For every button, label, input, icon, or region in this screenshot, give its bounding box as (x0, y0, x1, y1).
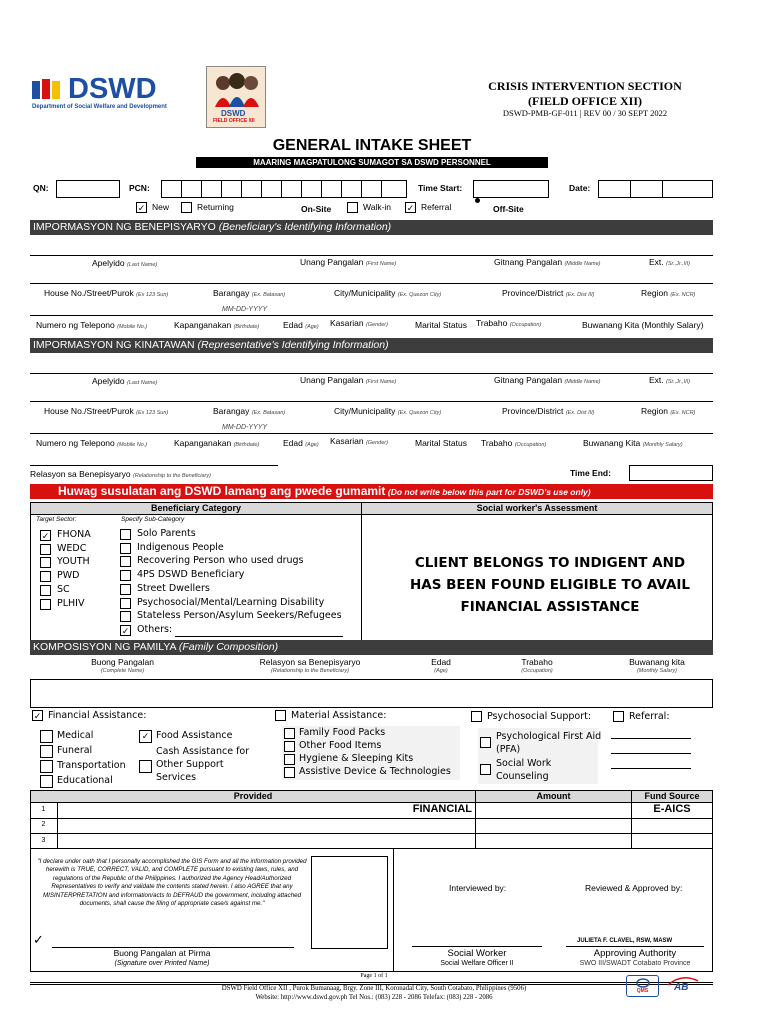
social-worker-label: Social Worker (447, 948, 507, 959)
b-trabaho: Trabaho (Occupation) (476, 318, 542, 328)
thumbmark-box[interactable] (311, 856, 388, 949)
subcategory-label: Recovering Person who used drugs (137, 555, 304, 567)
r-phone: Numero ng Telepono (Mobile No.) (36, 438, 148, 448)
sector-label: PWD (57, 570, 80, 582)
hygiene-checkbox[interactable] (284, 754, 295, 765)
r-marital: Marital Status (415, 438, 467, 448)
beneficiary-header: IMPORMASYON NG BENEPISYARYO (Beneficiary's Identifying Information) (30, 220, 713, 235)
row-number: 3 (41, 837, 46, 844)
subcategory-label: Stateless Person/Asylum Seekers/Refugees (137, 610, 342, 622)
provided-header: Provided (30, 790, 476, 803)
representative-header: IMPORMASYON NG KINATAWAN (Representative's Identifying Information) (30, 338, 713, 353)
b-ext: Ext. (Sr.,Jr.,III) (649, 257, 691, 267)
approving-label: Approving Authority (593, 948, 677, 959)
accreditation-logo: AB (666, 975, 700, 997)
b-kita: Buwanang Kita (Monthly Salary) (582, 320, 704, 330)
signature-check: ✓ (33, 932, 44, 947)
subcategory-checkbox[interactable] (120, 584, 131, 595)
b-date-hint: MM-DD-YYYY (222, 306, 268, 313)
referral-assist-checkbox[interactable] (613, 711, 624, 722)
pfa-label-1: Psychological First Aid (496, 731, 602, 742)
funeral-label: Funeral (57, 745, 93, 756)
hygiene-label: Hygiene & Sleeping Kits (299, 753, 414, 764)
people-illustration-icon (211, 71, 263, 109)
off-site-label: Off-Site (493, 204, 524, 214)
subcategory-label: 4PS DSWD Beneficiary (137, 569, 245, 581)
sector-label: PLHIV (57, 597, 85, 609)
b-kasarian: Kasarian (Gender) (330, 318, 388, 328)
time-start-field[interactable] (473, 180, 549, 198)
page-subtitle: MAARING MAGPATULONG SUMAGOT SA DSWD PERSONNEL (196, 157, 548, 168)
food-label: Food Assistance (156, 730, 233, 741)
assistive-label: Assistive Device & Technologies (299, 766, 451, 777)
pcn-label: PCN: (129, 183, 150, 193)
target-sector-label: Target Sector: (36, 516, 77, 523)
subcategory-label: Indigenous People (137, 541, 224, 553)
assistive-checkbox[interactable] (284, 767, 295, 778)
approver-name: JULIETA F. CLAVEL, RSW, MASW (577, 938, 673, 944)
food-items-checkbox[interactable] (284, 741, 295, 752)
cash-label-3: Services (156, 772, 197, 783)
qn-field[interactable] (56, 180, 120, 198)
time-start-label: Time Start: (418, 183, 463, 193)
cash-label-2: Other Support (156, 759, 224, 770)
returning-checkbox[interactable] (181, 202, 192, 213)
b-edad: Edad (Age) (283, 320, 319, 330)
family-col-name: Buong Pangalan (91, 657, 154, 667)
field-office-seal (206, 66, 266, 128)
r-gitnang: Gitnang Pangalan (Middle Name) (494, 375, 601, 385)
family-col-occupation: Trabaho (521, 657, 553, 667)
r-trabaho: Trabaho (Occupation) (481, 438, 547, 448)
educational-checkbox[interactable] (40, 775, 53, 788)
educational-label: Educational (57, 775, 113, 786)
sw-counseling-label-2: Counseling (496, 771, 549, 782)
food-packs-checkbox[interactable] (284, 728, 295, 739)
approving-sub: SWO III/SWADT Cotabato Province (579, 960, 691, 967)
date-field[interactable] (598, 180, 713, 198)
page-title: GENERAL INTAKE SHEET (272, 137, 472, 154)
material-label: Material Assistance: (291, 710, 387, 721)
referral-label: Referral (421, 202, 452, 212)
family-header: KOMPOSISYON NG PAMILYA (Family Composition) (30, 640, 713, 655)
interviewed-label: Interviewed by: (449, 883, 507, 893)
name-signature-sub: (Signature over Printed Name) (114, 960, 210, 967)
transportation-label: Transportation (57, 760, 126, 771)
financial-checkbox[interactable]: ✓ (33, 711, 42, 721)
seal-subtext: FIELD OFFICE XII (213, 118, 255, 124)
sector-label: YOUTH (57, 556, 90, 568)
pcn-field[interactable] (161, 180, 407, 198)
row-number: 2 (41, 821, 46, 828)
provided-value: FINANCIAL (412, 803, 472, 815)
fund-value: E-AICS (653, 803, 691, 815)
reviewed-label: Reviewed & Approved by: (585, 883, 683, 893)
psychosocial-checkbox[interactable] (471, 711, 482, 722)
subcategory-checkbox[interactable] (120, 543, 131, 554)
b-unang: Unang Pangalan (First Name) (300, 257, 397, 267)
field-office-title: (FIELD OFFICE XII) (527, 94, 642, 108)
pfa-label-2: (PFA) (496, 744, 521, 755)
sw-counseling-checkbox[interactable] (480, 764, 491, 775)
funeral-checkbox[interactable] (40, 745, 53, 758)
r-birth: Kapanganakan (Birthdate) (174, 438, 260, 448)
b-apelyido: Apelyido (Last Name) (92, 258, 158, 268)
dswd-emblem-icon (30, 77, 64, 103)
b-house: House No./Street/Purok (Ex 123 Sun) (44, 288, 169, 298)
dswd-logo-text: DSWD (68, 73, 157, 105)
family-col-salary: Buwanang kita (629, 657, 685, 667)
oath-text: "I declare under oath that I personally accomplished the GIS Form and all the information provided herewith is TRUE, CORRECT, VALID, and COMPLETE pursuant to existing laws, rules, and regulations of the Republic of the Philippines. I authorized the Agency Head/Authorized Representatives to verify and validate the contents stated herein. I also AGREE that any MISINTERPRETATION and information/acts to DEFRAUD the government, including attached documents, shall cause the filing of appropriate case/s against me." (37, 858, 307, 908)
dswd-use-banner: Huwag susulatan ang DSWD lamang ang pwede gumamit (Do not write below this part for DSWD's use only) (30, 484, 713, 499)
fund-header: Fund Source (631, 790, 713, 803)
sector-label: SC (57, 583, 70, 595)
amount-header: Amount (475, 790, 632, 803)
sub-category-label: Specify Sub-Category (121, 516, 185, 523)
time-end-field[interactable] (629, 465, 713, 481)
b-marital: Marital Status (415, 320, 467, 330)
sector-checkbox[interactable] (40, 557, 51, 568)
row-number: 1 (41, 806, 46, 813)
new-label: New (152, 202, 170, 212)
form-code: DSWD-PMB-GF-011 | REV 00 / 30 SEPT 2022 (502, 108, 668, 118)
cash-label-1: Cash Assistance for (156, 746, 250, 757)
qn-label: QN: (33, 183, 49, 193)
date-label: Date: (569, 183, 591, 193)
medical-label: Medical (57, 730, 94, 741)
r-date-hint: MM-DD-YYYY (222, 424, 268, 431)
on-site-label: On-Site (301, 204, 332, 214)
r-edad: Edad (Age) (283, 438, 319, 448)
footer-address: DSWD Field Office XII , Purok Bumanaag, Brgy. Zone III, Koronadal City, South Cotabato, Philippines (9506) (221, 985, 527, 992)
sector-label: FHONA (57, 529, 91, 540)
b-phone: Numero ng Telepono (Mobile No.) (36, 320, 148, 330)
referral-assist-label: Referral: (629, 711, 670, 722)
food-items-label: Other Food Items (299, 740, 382, 751)
b-province: Province/District (Ex. Dist III) (502, 288, 595, 298)
family-col-relation: Relasyon sa Benepisyaryo (259, 657, 361, 667)
dswd-logo (30, 73, 200, 113)
subcategory-checkbox[interactable] (120, 611, 131, 622)
subcategory-checkbox[interactable] (120, 598, 131, 609)
r-unang: Unang Pangalan (First Name) (300, 375, 397, 385)
cash-checkbox[interactable] (139, 760, 152, 773)
subcategory-checkbox[interactable] (120, 529, 131, 540)
sw-counseling-label-1: Social Work (496, 758, 552, 769)
food-packs-label: Family Food Packs (299, 727, 386, 738)
name-signature-label: Buong Pangalan at Pirma (113, 948, 211, 958)
subcategory-checkbox[interactable] (120, 556, 131, 567)
sector-checkbox[interactable]: ✓ (41, 531, 50, 541)
subcategory-label: Psychosocial/Mental/Learning Disability (137, 596, 325, 608)
r-ext: Ext. (Sr.,Jr.,III) (649, 375, 691, 385)
sector-checkbox[interactable] (40, 571, 51, 582)
r-barangay: Barangay (Ex. Batasan) (213, 406, 286, 416)
b-gitnang: Gitnang Pangalan (Middle Name) (494, 257, 601, 267)
family-table[interactable] (30, 679, 713, 708)
footer-website: Website: http://www.dswd.gov.ph Tel Nos.: (083) 228 - 2086 Telefax: (083) 228 - 2086 (255, 994, 493, 1001)
beneficiary-category-header: Beneficiary Category (30, 502, 362, 515)
subcategory-label: Solo Parents (137, 528, 196, 539)
r-region: Region (Ex. NCR) (641, 406, 696, 416)
b-city: City/Municipality (Ex. Quezon City) (334, 288, 442, 298)
subcategory-label: Street Dwellers (137, 582, 210, 594)
provided-table (30, 802, 713, 849)
r-house: House No./Street/Purok (Ex 123 Sun) (44, 406, 169, 416)
financial-label: Financial Assistance: (48, 710, 147, 721)
r-kasarian: Kasarian (Gender) (330, 436, 388, 446)
walk-in-checkbox[interactable] (347, 202, 358, 213)
social-worker-sub: Social Welfare Officer II (440, 960, 514, 967)
sector-checkbox[interactable] (40, 544, 51, 555)
family-col-age: Edad (431, 657, 451, 667)
walk-in-label: Walk-in (363, 202, 392, 212)
r-city: City/Municipality (Ex. Quezon City) (334, 406, 442, 416)
certification-logo: QMS (626, 975, 659, 997)
r-relasyon: Relasyon sa Benepisyaryo (Relationship to the Beneficiary) (30, 469, 211, 479)
food-checkbox[interactable]: ✓ (139, 730, 152, 743)
off-site-dot-icon (475, 198, 480, 203)
r-apelyido: Apelyido (Last Name) (92, 376, 158, 386)
sw-assessment-header: Social worker's Assessment (361, 502, 713, 515)
returning-label: Returning (197, 202, 234, 212)
time-end-label: Time End: (570, 468, 611, 478)
assessment-text: CLIENT BELONGS TO INDIGENT AND HAS BEEN FOUND ELIGIBLE TO AVAIL FINANCIAL ASSISTANCE (409, 555, 691, 615)
pfa-checkbox[interactable] (480, 737, 491, 748)
new-checkbox[interactable]: ✓ (137, 203, 146, 213)
subcategory-checkbox[interactable]: ✓ (121, 625, 130, 636)
subcategory-label: Others: (137, 623, 173, 635)
transportation-checkbox[interactable] (40, 760, 53, 773)
r-province: Province/District (Ex. Dist III) (502, 406, 595, 416)
b-region: Region (Ex. NCR) (641, 288, 696, 298)
referral-checkbox[interactable]: ✓ (406, 203, 415, 213)
medical-checkbox[interactable] (40, 730, 53, 743)
sector-checkbox[interactable] (40, 585, 51, 596)
sector-label: WEDC (57, 542, 87, 554)
page-number: Page 1 of 1 (360, 973, 388, 979)
section-title: CRISIS INTERVENTION SECTION (488, 79, 682, 93)
seal-text: DSWD (221, 109, 246, 118)
r-kita: Buwanang Kita (Monthly Salary) (583, 438, 683, 448)
sector-checkbox[interactable] (40, 599, 51, 610)
psychosocial-label: Psychosocial Support: (487, 711, 592, 722)
b-birth: Kapanganakan (Birthdate) (174, 320, 260, 330)
material-checkbox[interactable] (275, 710, 286, 721)
subcategory-checkbox[interactable] (120, 570, 131, 581)
dswd-logo-subtitle: Department of Social Welfare and Development (32, 104, 167, 110)
b-barangay: Barangay (Ex. Batasan) (213, 288, 286, 298)
qms-icon (636, 978, 650, 988)
